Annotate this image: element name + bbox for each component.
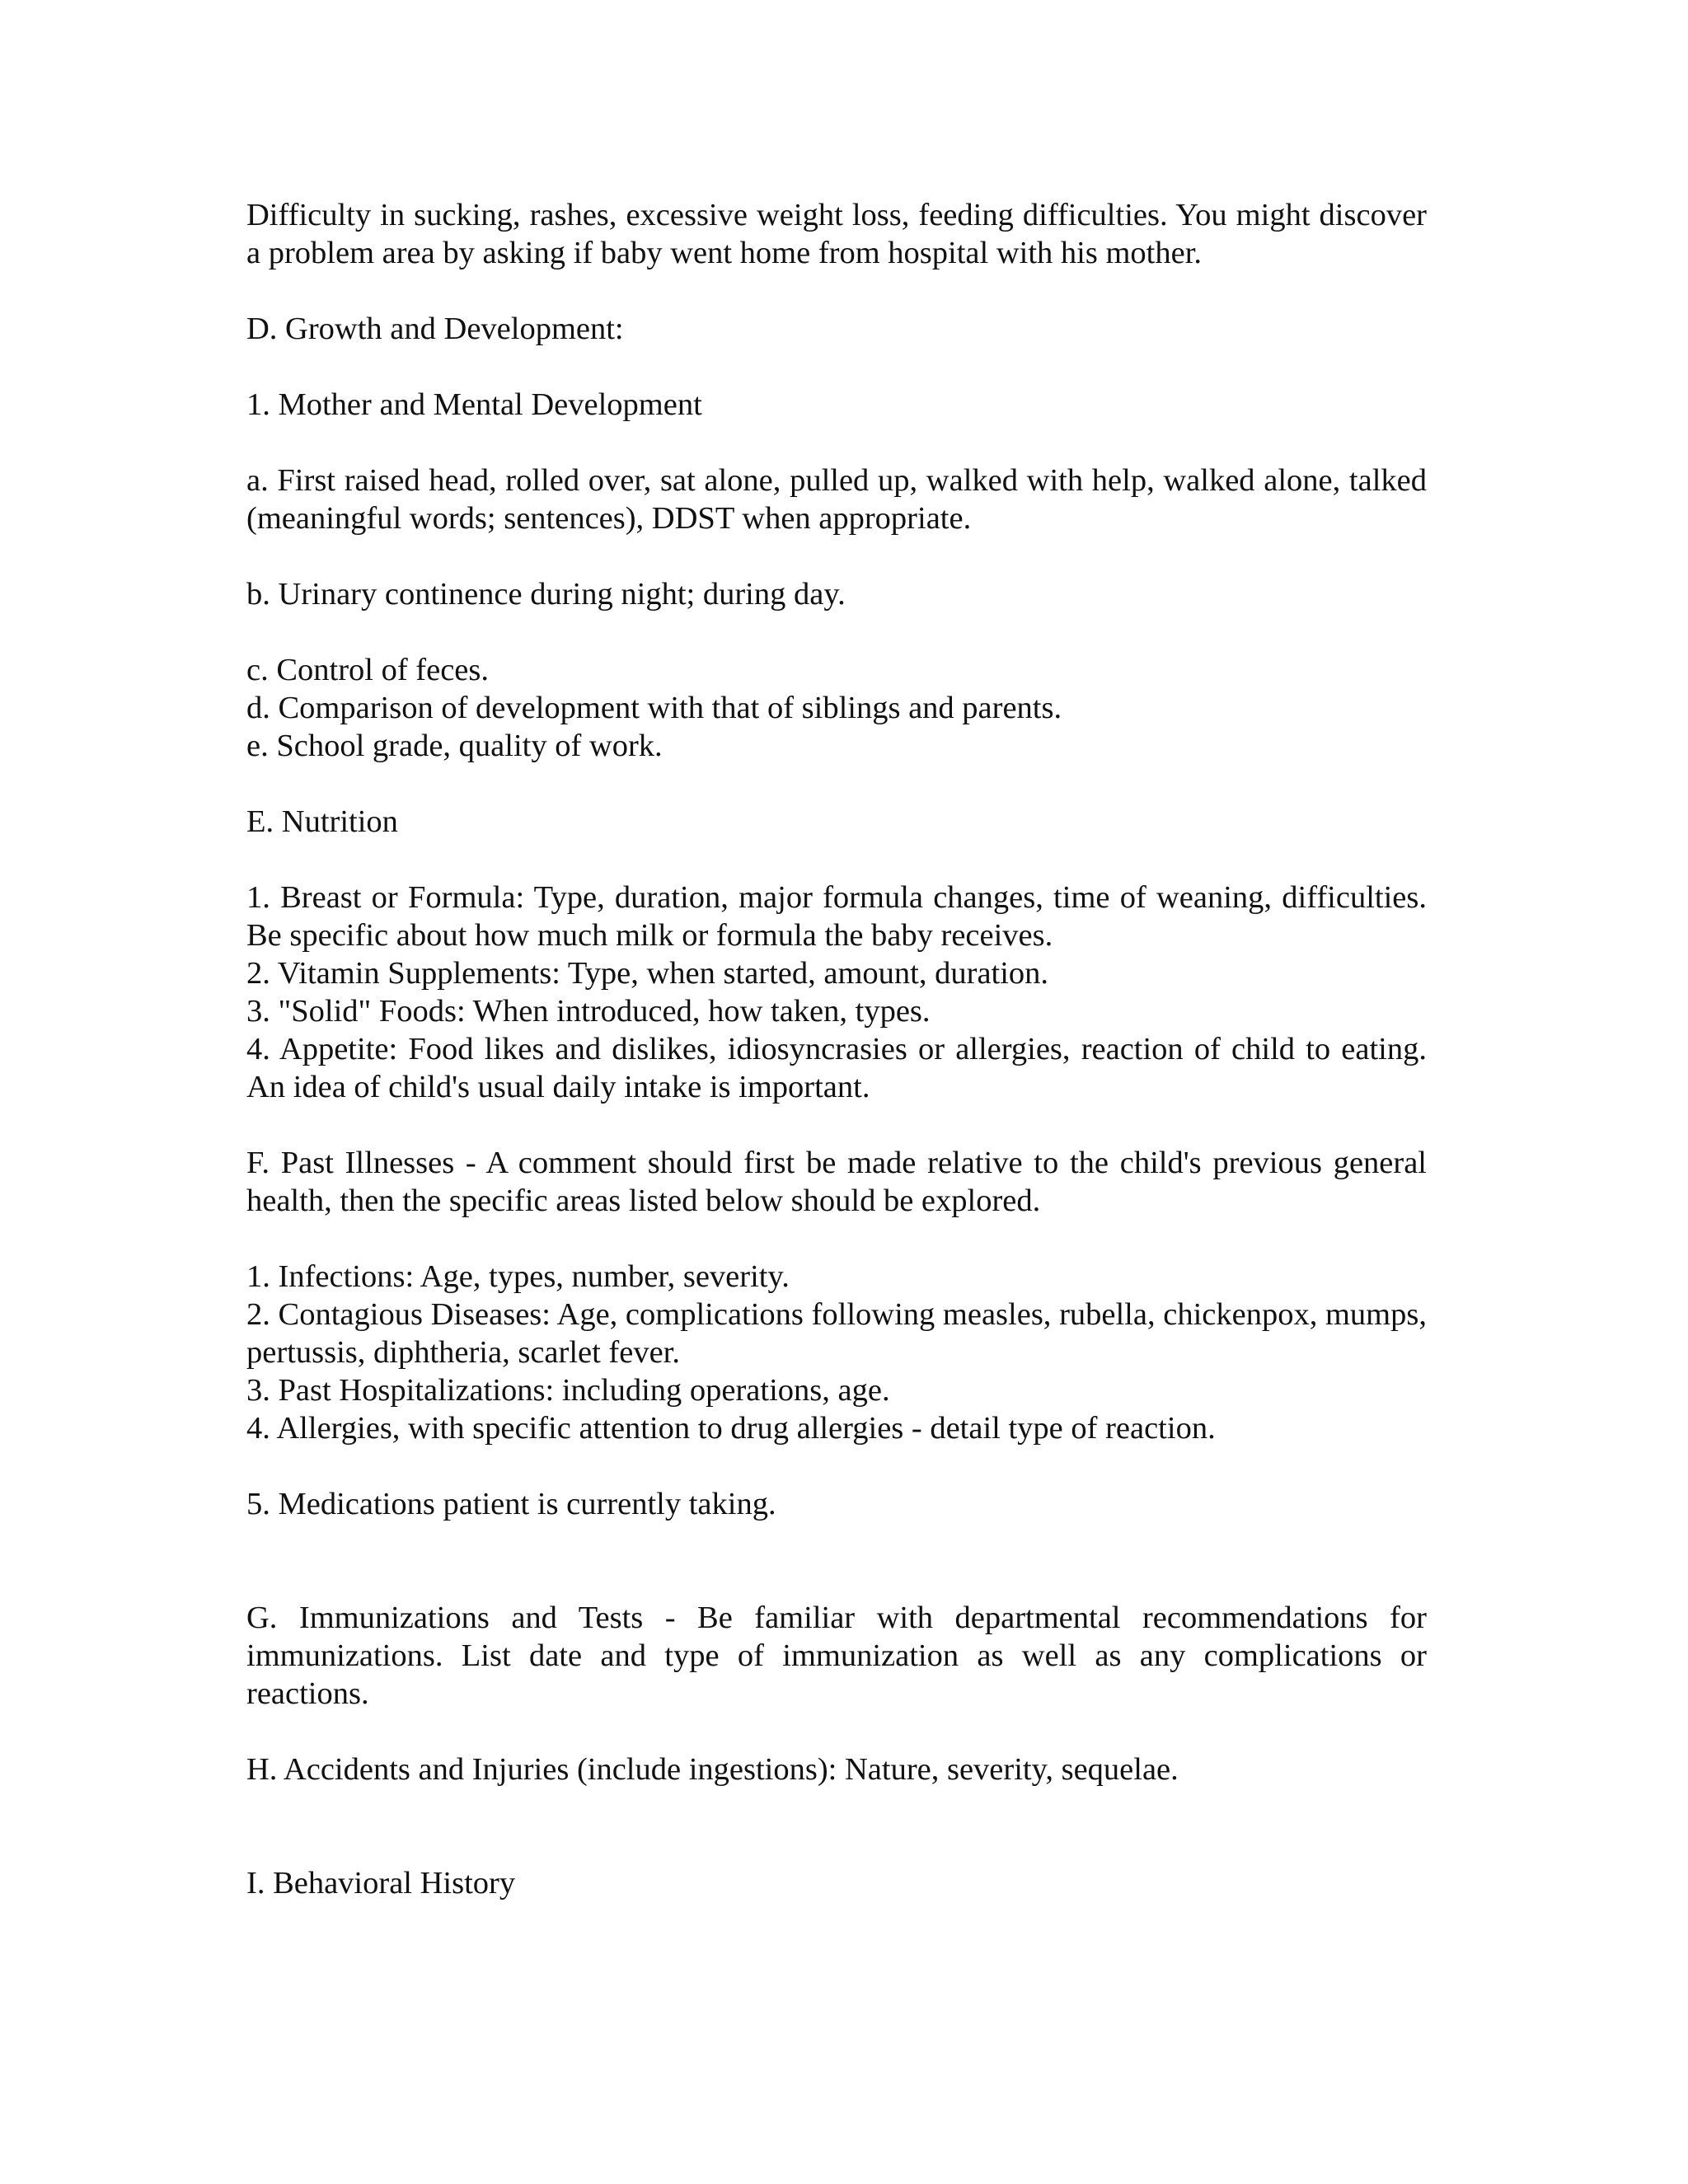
d1-heading: 1. Mother and Mental Development: [246, 387, 702, 422]
e2-item: 2. Vitamin Supplements: Type, when started, amount, duration.: [246, 956, 1049, 991]
e1-item: 1. Breast or Formula: Type, duration, major formula changes, time of weaning, difficulties. Be specific about how much milk or formula the baby receives.: [246, 880, 1427, 953]
f3-item: 3. Past Hospitalizations: including operations, age.: [246, 1373, 890, 1408]
section-f-heading: F. Past Illnesses - A comment should first be made relative to the child's previous general health, then the specific areas listed below should be explored.: [246, 1146, 1427, 1218]
nutrition-list: [246, 879, 1427, 1106]
spacer: [246, 1826, 1427, 1864]
f4-item: 4. Allergies, with specific attention to drug allergies - detail type of reaction.: [246, 1411, 1216, 1446]
d1c-item: c. Control of feces.: [246, 653, 489, 687]
d1e-item: e. School grade, quality of work.: [246, 729, 663, 763]
e3-item: 3. "Solid" Foods: When introduced, how taken, types.: [246, 994, 931, 1029]
e4-item: 4. Appetite: Food likes and dislikes, idiosyncrasies or allergies, reaction of child to eating. An idea of child's usual daily intake is important.: [246, 1032, 1427, 1104]
section-h-paragraph: H. Accidents and Injuries (include ingestions): Nature, severity, sequelae.: [246, 1752, 1179, 1787]
document-body: [246, 196, 1427, 1902]
d1a-item: a. First raised head, rolled over, sat alone, pulled up, walked with help, walked alone, talked (meaningful words; sentences), DDST when appropriate.: [246, 463, 1427, 536]
spacer: [246, 1561, 1427, 1599]
past-illnesses-list: [246, 1258, 1427, 1447]
section-e-heading: E. Nutrition: [246, 804, 398, 839]
d1d-item: d. Comparison of development with that of siblings and parents.: [246, 691, 1062, 725]
section-d-heading: D. Growth and Development:: [246, 312, 624, 346]
d1b-item: b. Urinary continence during night; during day.: [246, 577, 846, 612]
d1-cde-list: [246, 651, 1427, 765]
f5-item: 5. Medications patient is currently taking.: [246, 1487, 776, 1521]
f2-item: 2. Contagious Diseases: Age, complications following measles, rubella, chickenpox, mumps, pertussis, diphtheria, scarlet fever.: [246, 1297, 1427, 1370]
section-i-heading: I. Behavioral History: [246, 1866, 516, 1900]
section-g-paragraph: G. Immunizations and Tests - Be familiar with departmental recommendations for immunizations. List date and type of immunization as well as any complications or reactions.: [246, 1601, 1427, 1711]
f1-item: 1. Infections: Age, types, number, severity.: [246, 1259, 790, 1294]
intro-paragraph: Difficulty in sucking, rashes, excessive weight loss, feeding difficulties. You might discover a problem area by asking if baby went home from hospital with his mother.: [246, 198, 1427, 270]
